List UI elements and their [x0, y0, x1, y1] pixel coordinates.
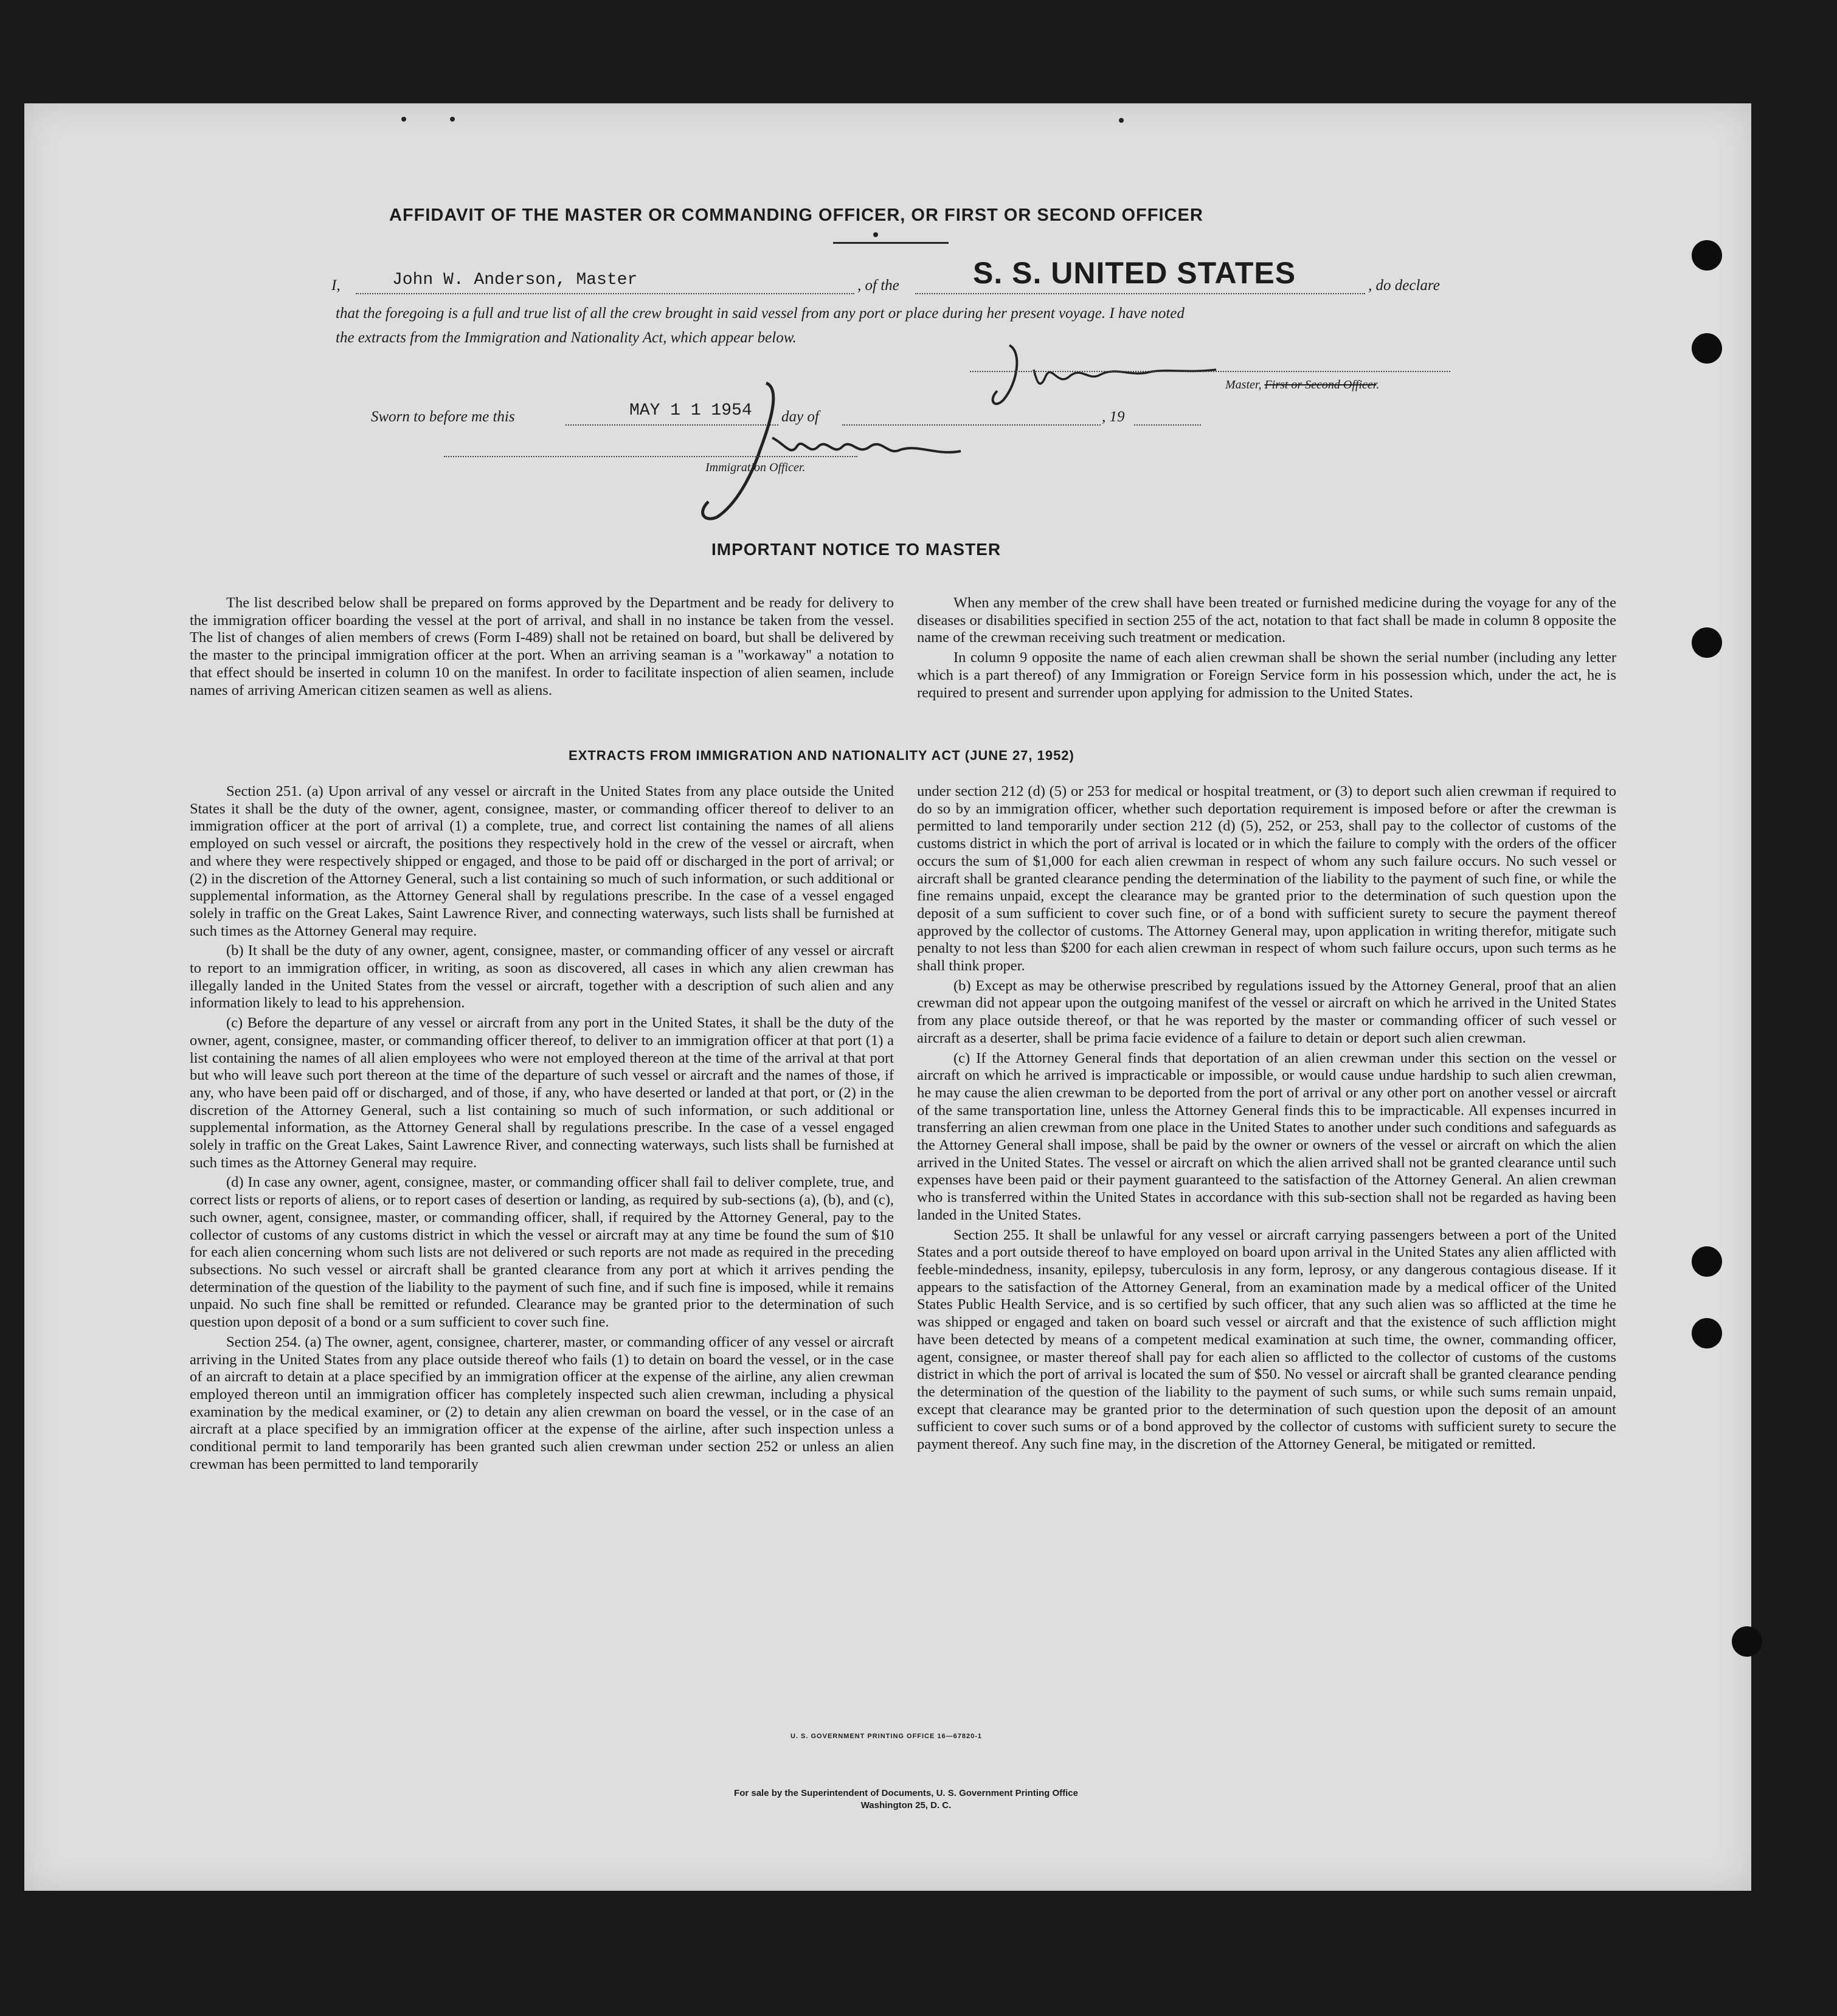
document-page	[24, 103, 1751, 1891]
sworn-date: MAY 1 1 1954	[629, 401, 752, 420]
year-line	[1134, 424, 1201, 426]
master-signature	[985, 333, 1253, 418]
punch-hole	[1692, 1246, 1722, 1277]
extracts-right-column	[917, 783, 1616, 1456]
punch-hole	[1692, 627, 1722, 658]
do-declare-label: , do declare	[1368, 277, 1440, 294]
declarant-prefix: I,	[331, 277, 341, 294]
officer-label: Immigration Officer.	[705, 461, 806, 474]
printer-line: U. S. GOVERNMENT PRINTING OFFICE 16—67820-1	[790, 1733, 983, 1740]
extracts-title: EXTRACTS FROM IMMIGRATION AND NATIONALITY ACT (JUNE 27, 1952)	[569, 748, 1074, 763]
master-signature-line	[970, 371, 1450, 372]
punch-hole	[1692, 240, 1722, 271]
struck-officer-text: First or Second Officer	[1264, 378, 1377, 392]
ink-speck	[401, 117, 406, 122]
section-251-b: (b) It shall be the duty of any owner, agent, consignee, master, or commanding officer of any vessel or aircraft to report to an immigration officer, in writing, as soon as discovered, all cases in which any alien crewman has illegally landed in the United States from the vessel or aircraft, together with a description of such alien and any information likely to lead to his apprehension.	[190, 942, 894, 1012]
sale-notice	[572, 1787, 1240, 1812]
declarant-name: John W. Anderson, Master	[392, 271, 638, 289]
section-254-c: (c) If the Attorney General finds that deportation of an alien crewman under this section on the vessel or aircraft on which he arrived is impracticable or impossible, or would cause undue hardship to such alien crewman, he may cause the alien crewman to be deported from the port of arrival or any other port on another vessel or aircraft of the same transportation line, unless the Attorney General finds this to be impracticable. All expenses incurred in transferring an alien crewman from one place in the United States to another under such conditions and safeguards as the Attorney General shall impose, shall be paid by the owner or owners of the vessel or aircraft on which the alien arrived in the United States. The vessel or aircraft on which the alien arrived shall not be granted clearance until such expenses have been paid or their payment guaranteed to the satisfaction of the Attorney General. An alien crewman who is transferred within the United States in accordance with this sub-section shall not be regarded as having been landed in the United States.	[917, 1049, 1616, 1223]
master-label-text: Master,	[1225, 378, 1262, 392]
sale-line-2: Washington 25, D. C.	[860, 1800, 952, 1811]
section-251-c: (c) Before the departure of any vessel or aircraft from any port in the United States, it shall be the duty of the owner, agent, consignee, master, or commanding officer thereof, to deliver to an immigration officer at that port (1) a list containing the names of all alien employees who were not employed thereon at the time of the arrival at that port but who will leave such port thereon at the time of the departure of such vessel or aircraft and the names of those, if any, who have been paid off or discharged, and of those, if any, who have deserted or landed at that port, or (2) in the discretion of the Attorney General, such a list containing so much of such information, or such additional or supplemental information, as the Attorney General shall by regulations prescribe. In the case of a vessel engaged solely in traffic on the Great Lakes, Saint Lawrence River, and connecting waterways, such lists shall be furnished at such times as the Attorney General may require.	[190, 1015, 894, 1171]
ink-speck	[1119, 118, 1124, 123]
extracts-left-column	[190, 783, 894, 1476]
declarant-line	[356, 293, 854, 294]
sale-line-1: For sale by the Superintendent of Documents, U. S. Government Printing Office	[734, 1788, 1078, 1798]
affidavit-title: AFFIDAVIT OF THE MASTER OR COMMANDING OFFICER, OR FIRST OR SECOND OFFICER	[389, 205, 1203, 225]
of-the-label: , of the	[857, 277, 899, 294]
statement-line-1: that the foregoing is a full and true list of all the crew brought in said vessel from any port or place during her present voyage. I have noted	[336, 305, 1185, 322]
statement-line-2: the extracts from the Immigration and Nationality Act, which appear below.	[336, 330, 797, 346]
section-251-a: Section 251. (a) Upon arrival of any vessel or aircraft in the United States from any place outside the United States it shall be the duty of the owner, agent, consignee, master, or commanding officer thereof to deliver to an immigration officer at the port of arrival (1) a complete, true, and correct list containing the names of all aliens employed on such vessel or aircraft, the positions they respectively hold in the crew of the vessel or aircraft, when and where they were respectively shipped or engaged, and those to be paid off or discharged in the port of arrival; or (2) in the discretion of the Attorney General, such a list containing so much of such information, or such additional or supplemental information, as the Attorney General shall by regulations prescribe. In the case of a vessel engaged solely in traffic on the Great Lakes, Saint Lawrence River, and connecting waterways, such lists shall be furnished at such times as the Attorney General may require.	[190, 783, 894, 939]
section-254-a: Section 254. (a) The owner, agent, consignee, charterer, master, or commanding officer of any vessel or aircraft arriving in the United States from any place outside thereof who fails (1) to detain on board the vessel, or in the case of an aircraft to detain at a place specified by an immigration officer at the expense of the airline, any alien crewman employed thereon until an immigration officer has completely inspected such alien crewman, including a physical examination by the medical examiner, or (2) to detain any alien crewman on board the vessel, or in the case of an aircraft at a place specified by an immigration officer at the expense of the airline, after such inspection unless a conditional permit to land temporarily has been granted such alien crewman under section 252 or unless an alien crewman has been permitted to land temporarily	[190, 1333, 894, 1472]
day-of-label: day of	[781, 409, 819, 425]
punch-hole	[1692, 1318, 1722, 1348]
notice-right-column	[917, 595, 1616, 704]
section-254-a-continued: under section 212 (d) (5) or 253 for medical or hospital treatment, or (3) to deport such alien crewman if required to do so by an immigration officer, whether such deportation requirement is imposed before or after the crewman is permitted to land temporarily under section 212 (d) (5), 252, or 253, shall pay to the collector of customs of the customs district in which the port of arrival is located or in which the failure to comply with the orders of the officer occurs the sum of $1,000 for each alien crewman in respect of whom any such failure occurs. No such vessel or aircraft shall be granted clearance pending the determination of the liability to the payment of such fine, or while the fine remains unpaid, except the clearance may be granted prior to the determination of such question upon the deposit of a sum sufficient to cover such fine, or of a bond with sufficient surety to secure the payment thereof approved by the collector of customs. The Attorney General may, upon application in writing therefor, mitigate such penalty to not less than $200 for each alien crewman in respect of whom such failure occurs, upon such terms as he shall think proper.	[917, 783, 1616, 975]
section-251-d: (d) In case any owner, agent, consignee, master, or commanding officer shall fail to deliver complete, true, and correct lists or reports of aliens, or to report cases of desertion or landing, as required by sub-sections (a), (b), and (c), such owner, agent, consignee, master, or commanding officer, shall, if required by the Attorney General, pay to the collector of customs of any customs district in which the vessel or aircraft may at any time be found the sum of $10 for each alien concerning whom such lists are not delivered or such reports are not made as required in the preceding subsections. No such vessel or aircraft shall be granted clearance from any port at which it arrives pending the determination of the question of the liability to the payment of such fine, and if such fine is imposed, while it remains unpaid. No such fine shall be remitted or refunded. Clearance may be granted prior to the determination of such question upon deposit of a bond or a sum sufficient to cover such fine.	[190, 1174, 894, 1331]
punch-hole	[1692, 333, 1722, 364]
notice-right-paragraph-2: In column 9 opposite the name of each alien crewman shall be shown the serial number (including any letter which is a part thereof) of any Immigration or Foreign Service form in his possession which, under the act, he is required to present and surrender upon applying for admission to the United States.	[917, 649, 1616, 701]
section-254-b: (b) Except as may be otherwise prescribed by regulations issued by the Attorney General, proof that an alien crewman did not appear upon the outgoing manifest of the vessel or aircraft on which he arrived in the United States from any place outside thereof, or that he was reported by the master or commanding officer of such vessel or aircraft as a deserter, shall be prima facie evidence of a failure to detain or deport such alien crewman.	[917, 977, 1616, 1046]
ink-speck	[450, 117, 455, 122]
section-255: Section 255. It shall be unlawful for any vessel or aircraft carrying passengers between a port of the United States and a port outside thereof to have employed on board upon arrival in the United States any alien afflicted with feeble-mindedness, insanity, epilepsy, tuberculosis in any form, leprosy, or any dangerous contagious disease. If it appears to the satisfaction of the Attorney General, from an examination made by a medical officer of the United States Public Health Service, and is so certified by such officer, that any such alien was so afflicted at the time he was shipped or engaged and taken on board such vessel or aircraft and that the existence of such affliction might have been detected by means of a competent medical examination at such time, the owner, commanding officer, agent, consignee, or master thereof shall pay for each alien so afflicted to the collector of customs of the customs district in which the port of arrival is located the sum of $50. No vessel or aircraft shall be granted clearance pending the determination of the question of the liability to the payment of such sums, or while such sums remain unpaid, except that clearance may be granted prior to the determination of such question upon the deposit of an amount sufficient to cover such sums or of a bond approved by the collector of customs with sufficient surety to secure the payment thereof. Any such fine may, in the discretion of the Attorney General, be mitigated or remitted.	[917, 1226, 1616, 1453]
vessel-name: S. S. UNITED STATES	[973, 256, 1296, 290]
vessel-line	[915, 293, 1365, 294]
sworn-label: Sworn to before me this	[371, 409, 515, 425]
master-label	[1225, 378, 1379, 392]
notice-left-column	[190, 595, 894, 702]
notice-right-paragraph-1: When any member of the crew shall have been treated or furnished medicine during the voyage for any of the diseases or disabilities specified in section 255 of the act, notation to that fact shall be made in column 8 opposite the name of the crewman receiving such treatment or medication.	[917, 595, 1616, 646]
year-label: , 19	[1102, 409, 1125, 425]
master-label-end: .	[1376, 378, 1380, 392]
notice-left-paragraph: The list described below shall be prepared on forms approved by the Department and be ready for delivery to the immigration officer boarding the vessel at the port of arrival, and shall in no instance be taken from the vessel. The list of changes of alien members of crews (Form I-489) shall not be retained on board, but shall be delivered by the master to the principal immigration officer at the port. When an arriving seaman is a "workaway" a notation to that effect should be inserted in column 10 on the manifest. In order to facilitate inspection of alien seamen, include names of arriving American citizen seamen as well as aliens.	[190, 595, 894, 699]
title-rule	[833, 242, 949, 244]
notice-title: IMPORTANT NOTICE TO MASTER	[711, 540, 1002, 559]
punch-hole	[1732, 1626, 1762, 1657]
officer-signature	[632, 371, 973, 529]
ink-speck	[873, 232, 878, 237]
officer-signature-line	[444, 456, 857, 457]
